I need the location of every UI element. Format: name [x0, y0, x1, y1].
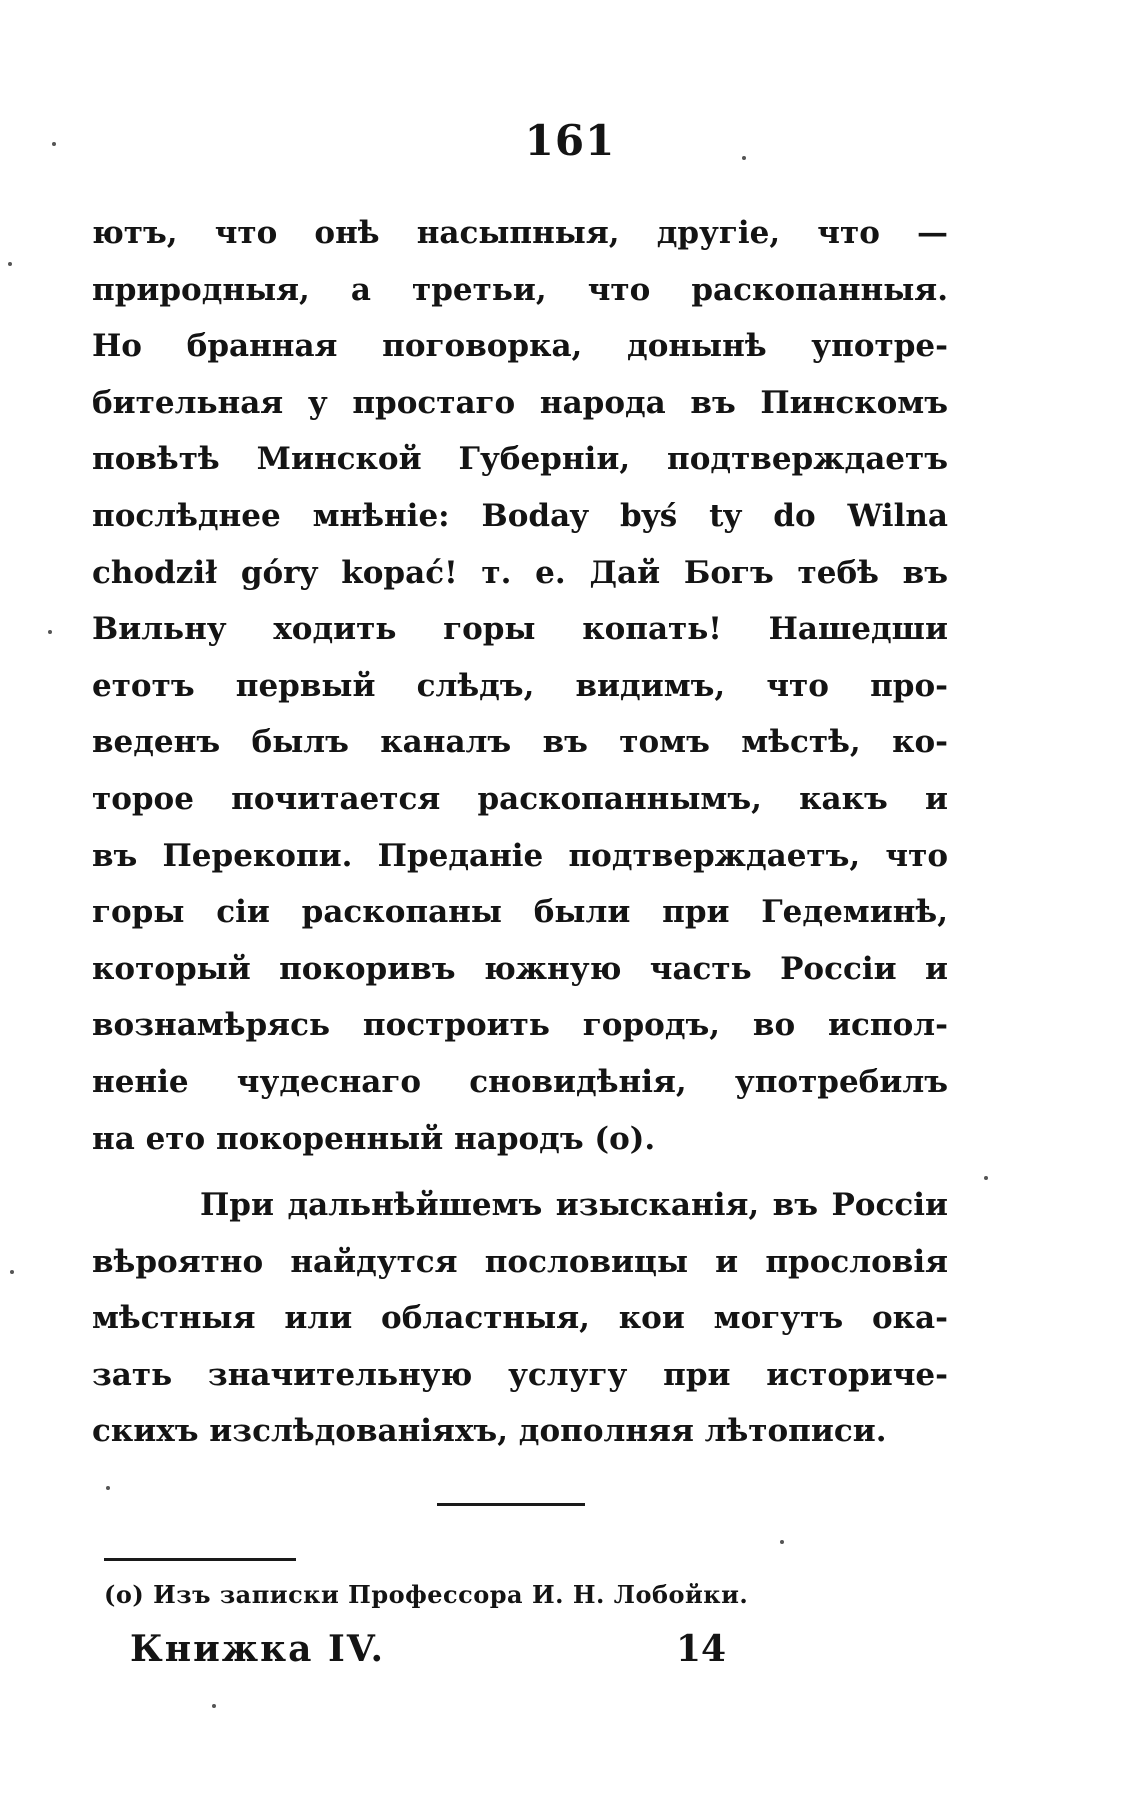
text-line: бительная у простаго народа въ Пинскомъ [92, 384, 948, 421]
text-line: мѣстныя или областныя, кои могутъ ока- [92, 1300, 948, 1337]
print-speck [10, 1270, 14, 1274]
print-speck [780, 1540, 784, 1544]
text-line: веденъ былъ каналъ въ томъ мѣстѣ, ко- [92, 724, 948, 761]
text-line: При дальнѣйшемъ изысканія, въ Россіи [200, 1187, 948, 1224]
text-line: неніе чудеснаго сновидѣнія, употребилъ [92, 1063, 948, 1100]
print-speck [52, 142, 56, 146]
section-divider [437, 1503, 585, 1506]
print-speck [106, 1486, 110, 1490]
text-line: Но бранная поговорка, донынѣ употре- [92, 328, 948, 365]
text-line: chodził góry kopać! т. е. Дай Богъ тебѣ въ [92, 554, 948, 591]
print-speck [742, 156, 746, 160]
print-speck [48, 630, 52, 634]
text-line: на ето покоренный народъ (о). [92, 1120, 656, 1157]
text-line: повѣтѣ Минской Губерніи, подтверждаетъ [92, 441, 948, 478]
text-line: который покоривъ южную часть Россіи и [92, 950, 948, 987]
text-line: скихъ изслѣдованіяхъ, дополняя лѣтописи. [92, 1413, 887, 1450]
print-speck [984, 1176, 988, 1180]
text-line: природныя, а третьи, что раскопанныя. [92, 271, 948, 308]
print-speck [8, 262, 12, 266]
text-line: ютъ, что онѣ насыпныя, другіе, что — [92, 215, 948, 251]
text-line: въ Перекопи. Преданіе подтверждаетъ, что [92, 837, 948, 874]
text-line: Вильну ходить горы копать! Нашедши [92, 611, 948, 648]
footnote-rule [104, 1558, 296, 1561]
body-text [92, 205, 948, 1460]
text-line: вознамѣрясь построить городъ, во испол- [92, 1007, 948, 1044]
footnote: (о) Изъ записки Профессора И. Н. Лобойки. [104, 1580, 749, 1609]
text-line: послѣднее мнѣніе: Boday byś ty do Wilna [92, 497, 948, 534]
signature-label: Книжка IV. [130, 1628, 386, 1670]
page-number: 161 [524, 116, 616, 165]
text-line: етотъ первый слѣдъ, видимъ, что про- [92, 667, 948, 704]
text-line: вѣроятно найдутся пословицы и прословія [92, 1243, 948, 1280]
print-speck [212, 1704, 216, 1708]
text-line: горы сіи раскопаны были при Гедеминѣ, [92, 894, 948, 931]
text-line: торое почитается раскопаннымъ, какъ и [92, 780, 948, 817]
signature-number: 14 [676, 1628, 727, 1670]
paragraph-gap [92, 1167, 948, 1177]
text-line: зать значительную услугу при историче- [92, 1356, 948, 1393]
